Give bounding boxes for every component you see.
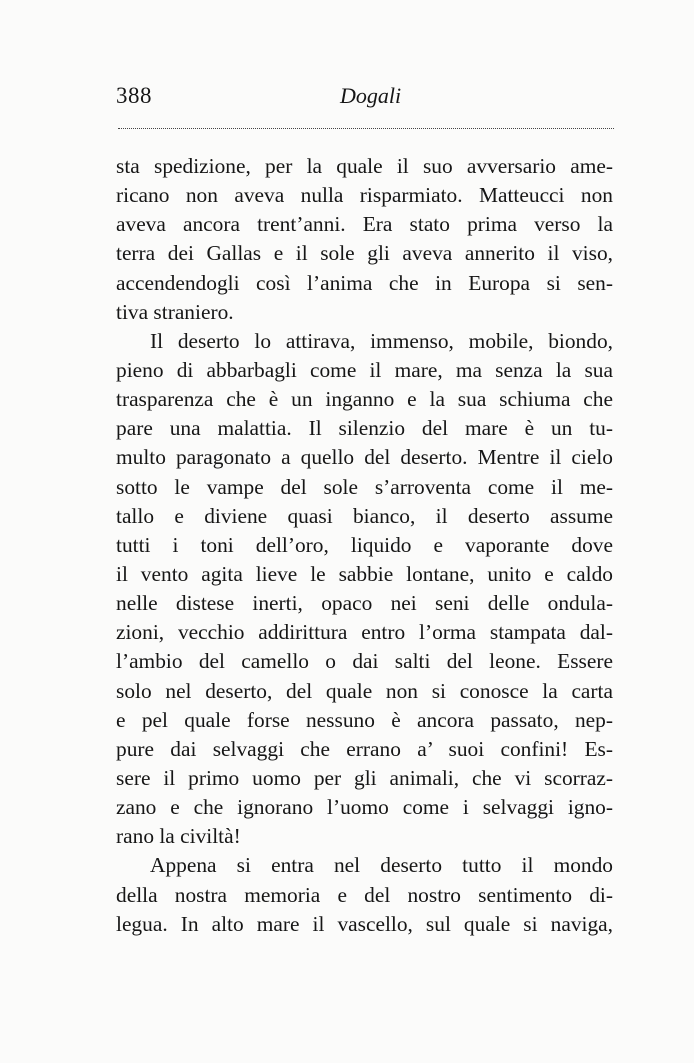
text-line: e pel quale forse nessuno è ancora passato, nep- <box>116 707 613 732</box>
text-line: sta spedizione, per la quale il suo avversario ame- <box>116 154 613 178</box>
text-line: pieno di abbarbagli come il mare, ma senza la sua <box>116 357 613 382</box>
text-line: tiva straniero. <box>116 299 234 324</box>
text-line: accendendogli così l’anima che in Europa si sen- <box>116 270 613 295</box>
header-rule <box>118 128 614 129</box>
text-line: tutti i toni dell’oro, liquido e vaporante dove <box>116 532 613 557</box>
text-line: nelle distese inerti, opaco nei seni delle ondula- <box>116 591 613 616</box>
text-line: terra dei Gallas e il sole gli aveva annerito il viso, <box>116 241 613 266</box>
text-line: aveva ancora trent’anni. Era stato prima verso la <box>116 212 613 237</box>
paragraph-first-line: Il deserto lo attirava, immenso, mobile, biondo, <box>150 328 613 353</box>
text-line: rano la civiltà! <box>116 824 241 849</box>
body-text <box>116 152 613 939</box>
text-line: sere il primo uomo per gli animali, che vi scorraz- <box>116 765 613 790</box>
text-line: della nostra memoria e del nostro sentimento di- <box>116 882 613 907</box>
text-line: ricano non aveva nulla risparmiato. Matteucci non <box>116 183 613 208</box>
paragraph-first-line: Appena si entra nel deserto tutto il mondo <box>150 853 613 878</box>
text-line: il vento agita lieve le sabbie lontane, unito e caldo <box>116 561 613 586</box>
text-line: tallo e diviene quasi bianco, il deserto assume <box>116 503 613 528</box>
text-line: trasparenza che è un inganno e la sua schiuma che <box>116 387 613 412</box>
text-line: solo nel deserto, del quale non si conosce la carta <box>116 678 613 703</box>
text-line: multo paragonato a quello del deserto. Mentre il cielo <box>116 445 613 470</box>
text-line: legua. In alto mare il vascello, sul quale si naviga, <box>116 911 613 936</box>
text-line: zioni, vecchio addirittura entro l’orma stampata dal- <box>116 620 613 645</box>
text-line: pare una malattia. Il silenzio del mare è un tu- <box>116 416 613 441</box>
text-line: zano e che ignorano l’uomo come i selvaggi igno- <box>116 795 613 820</box>
page-number: 388 <box>116 83 152 108</box>
running-title: Dogali <box>340 83 402 108</box>
text-line: sotto le vampe del sole s’arroventa come il me- <box>116 474 613 499</box>
text-line: l’ambio del camello o dai salti del leone. Essere <box>116 649 613 674</box>
page-header <box>116 83 616 113</box>
text-line: pure dai selvaggi che errano a’ suoi confini! Es- <box>116 736 613 761</box>
